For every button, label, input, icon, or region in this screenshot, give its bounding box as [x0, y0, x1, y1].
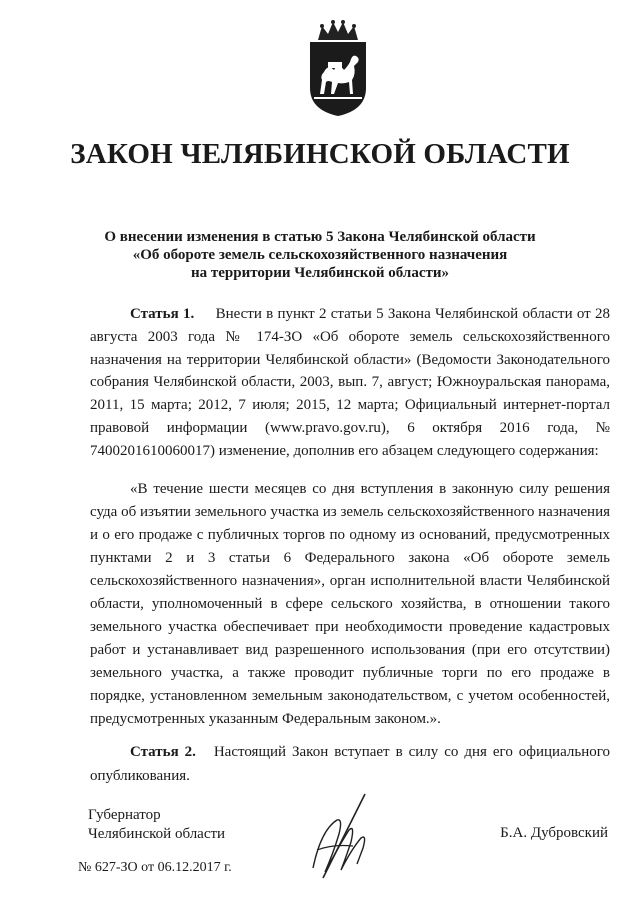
article-1-heading: Статья 1.	[130, 306, 195, 322]
article-2-text: Настоящий Закон вступает в силу со дня его официального опубликования.	[90, 744, 611, 784]
governor-line: Челябинской области	[88, 826, 226, 842]
signature-icon	[303, 790, 385, 882]
article-1	[90, 303, 610, 463]
signer-name: Б.А. Дубровский	[500, 825, 608, 841]
article-1-text: Внести в пункт 2 статьи 5 Закона Челябинской области от 28 августа 2003 года № 174-ЗО «Об обороте земель сельскохозяйственного назначения на территории Челябинской области» (Ведомости Законодательного собрания Челябинской области, 2003, вып. 7, август; Южноуральская панорама, 2011, 15 марта; 2012, 7 июля; 2015, 12 марта; Официальный интернет-портал правовой информации (www.pravo.gov.ru), 6 октября 2016 года, № 7400201610060017) изменение, дополнив его абзацем следующего содержания:	[90, 306, 610, 459]
law-title: ЗАКОН ЧЕЛЯБИНСКОЙ ОБЛАСТИ	[70, 138, 570, 170]
article-1-quote: «В течение шести месяцев со дня вступления в законную силу решения суда об изъятии земельного участка из земель сельскохозяйственного назначения и о его продаже с публичных торгов по одному из оснований, предусмотренных пунктами 2 и 3 статьи 6 Федерального закона «Об обороте земель сельскохозяйственного назначения», орган исполнительной власти Челябинской области, уполномоченный в сфере сельского хозяйства, в отношении такого земельного участка обеспечивает при необходимости проведение кадастровых работ и устанавливает вид разрешенного использования (при его отсутствии) земельного участка, а также проводит публичные торги по его продаже в порядке, установленном земельным законодательством, с учетом особенностей, предусмотренных указанным Федеральным законом.».	[90, 481, 610, 727]
subtitle-line: на территории Челябинской области»	[191, 265, 449, 281]
subtitle-line: «Об обороте земель сельскохозяйственного назначения	[132, 247, 508, 263]
article-2-heading: Статья 2.	[130, 744, 196, 760]
governor-line: Губернатор	[88, 807, 161, 823]
subtitle-line: О внесении изменения в статью 5 Закона Челябинской области	[104, 229, 536, 245]
law-number: № 627-ЗО от 06.12.2017 г.	[78, 860, 232, 875]
governor-title	[88, 806, 225, 844]
coat-of-arms-icon	[298, 18, 378, 118]
law-subtitle	[0, 228, 640, 282]
article-2	[90, 740, 610, 788]
